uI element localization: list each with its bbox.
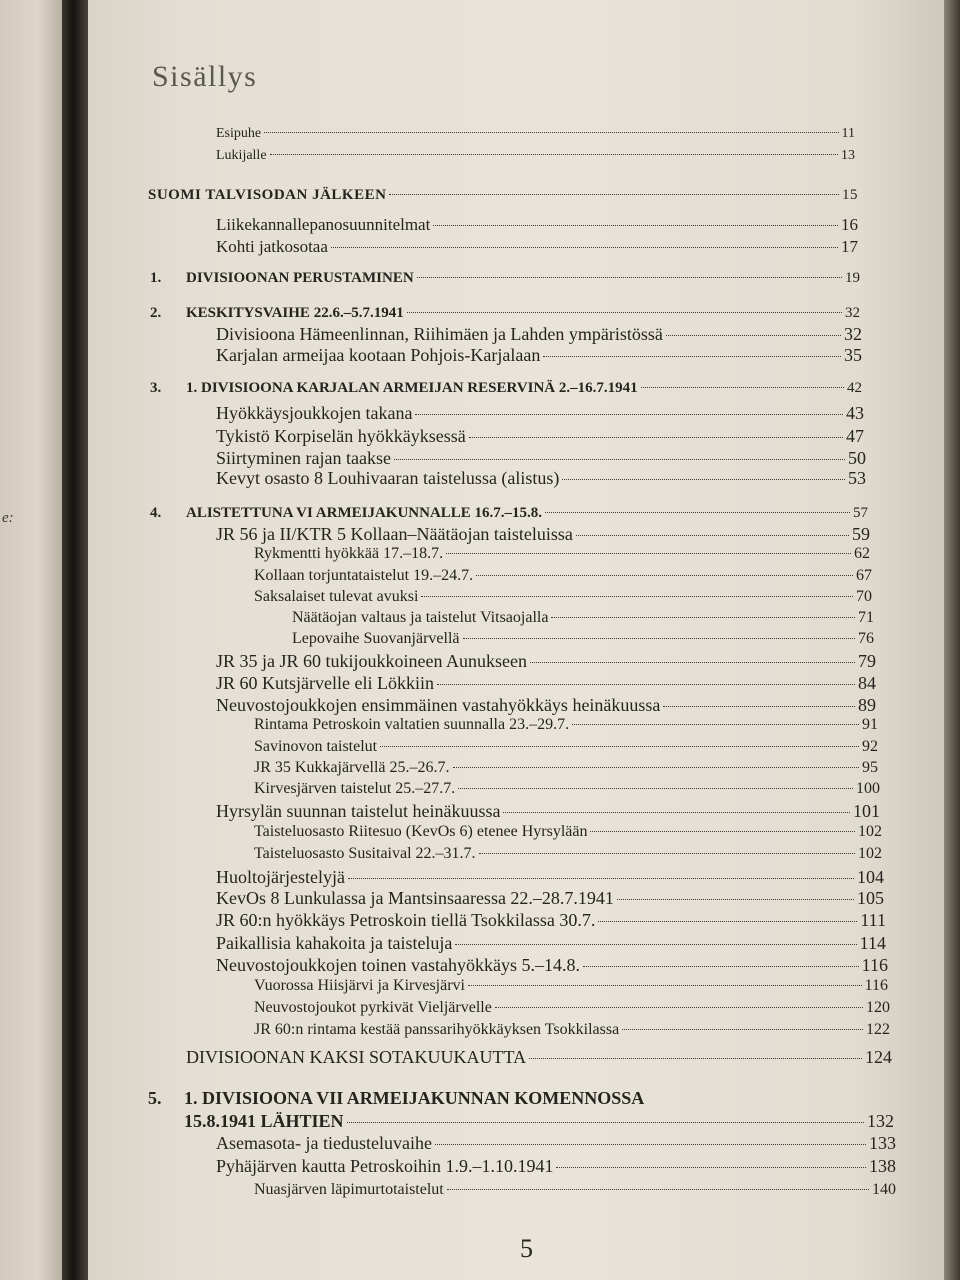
toc-entry-page: 70	[856, 588, 872, 605]
toc-entry-title: Rykmentti hyökkää 17.–18.7.	[254, 545, 444, 562]
toc-entry-page: 71	[858, 609, 874, 626]
toc-entry	[216, 695, 876, 716]
toc-entry	[254, 716, 878, 734]
dot-leader	[590, 831, 855, 832]
toc-entry-page: 95	[862, 759, 878, 776]
toc-entry-page: 84	[858, 673, 876, 693]
dot-leader	[394, 459, 845, 460]
dot-leader	[598, 921, 857, 922]
toc-entry-title: KESKITYSVAIHE 22.6.–5.7.1941	[186, 305, 404, 321]
toc-entry	[216, 1156, 896, 1177]
dot-leader	[407, 312, 842, 313]
dot-leader	[415, 414, 843, 415]
toc-entry-page: 114	[859, 933, 886, 953]
toc-entry-title: Divisioona Hämeenlinnan, Riihimäen ja Lahden ympäristössä	[216, 324, 663, 344]
dot-leader	[495, 1007, 863, 1008]
dot-leader	[622, 1029, 863, 1030]
toc-entry-number: 3.	[150, 380, 162, 396]
toc-entry-title: Esipuhe	[216, 126, 262, 141]
toc-entry-title: Karjalan armeijaa kootaan Pohjois-Karjalaan	[216, 345, 541, 365]
toc-entry	[148, 187, 858, 204]
toc-entry-page: 101	[853, 801, 880, 821]
dot-leader	[556, 1167, 866, 1168]
toc-entry-page: 100	[856, 780, 880, 797]
toc-entry-page: 122	[866, 1021, 890, 1038]
toc-entry-title: Taisteluosasto Susitaival 22.–31.7.	[254, 845, 476, 862]
toc-entry	[254, 738, 878, 756]
book-gutter	[62, 0, 88, 1280]
dot-leader	[583, 966, 859, 967]
toc-entry	[216, 955, 888, 976]
toc-entry-title: SUOMI TALVISODAN JÄLKEEN	[148, 187, 387, 203]
toc-entry-number: 5.	[148, 1088, 162, 1108]
toc-entry-title: Saksalaiset tulevat avuksi	[254, 588, 419, 605]
toc-entry-page: 102	[858, 823, 882, 840]
toc-entry-title: Kirvesjärven taistelut 25.–27.7.	[254, 780, 456, 797]
toc-entry-title: Kollaan torjuntataistelut 19.–24.7.	[254, 567, 474, 584]
toc-entry	[292, 630, 874, 648]
toc-entry	[254, 759, 878, 777]
toc-entry-page: 62	[854, 545, 870, 562]
facing-page-text: e:	[2, 510, 14, 526]
toc-entry-page: 59	[852, 524, 870, 544]
toc-entry	[254, 545, 870, 563]
dot-leader	[417, 277, 842, 278]
dot-leader	[348, 878, 854, 879]
dot-leader	[421, 596, 853, 597]
dot-leader	[572, 724, 859, 725]
toc-entry-page: 138	[869, 1156, 896, 1176]
toc-entry-page: 32	[845, 305, 860, 321]
toc-entry-page: 13	[841, 148, 855, 163]
dot-leader	[469, 437, 843, 438]
toc-entry-page: 17	[841, 237, 858, 256]
toc-entry-title: DIVISIOONAN PERUSTAMINEN	[186, 270, 414, 286]
dot-leader	[468, 985, 862, 986]
toc-entry-title: Huoltojärjestelyjä	[216, 867, 345, 887]
toc-entry-page: 47	[846, 426, 864, 446]
toc-entry-page: 116	[861, 955, 888, 975]
toc-entry-title: Kohti jatkosotaa	[216, 237, 328, 256]
toc-entry-page: 140	[872, 1181, 896, 1198]
page-edge	[944, 0, 960, 1280]
toc-entry	[184, 1111, 894, 1132]
toc-entry	[216, 933, 886, 954]
toc-entry-title: Taisteluosasto Riitesuo (KevOs 6) etenee Hyrsylään	[254, 823, 588, 840]
toc-entry-page: 16	[841, 215, 858, 234]
toc-entry	[216, 867, 884, 888]
toc-entry-page: 11	[841, 126, 855, 141]
toc-entry-page: 92	[862, 738, 878, 755]
toc-entry-title: Asemasota- ja tiedusteluvaihe	[216, 1133, 432, 1153]
dot-leader	[264, 132, 838, 133]
toc-entry-title: Pyhäjärven kautta Petroskoihin 1.9.–1.10.1941	[216, 1156, 554, 1176]
toc-entry-page: 120	[866, 999, 890, 1016]
toc-entry-title: Hyökkäysjoukkojen takana	[216, 403, 413, 423]
toc-entry-number: 4.	[150, 505, 162, 521]
dot-leader	[503, 812, 850, 813]
toc-entry-number: 2.	[150, 305, 162, 321]
toc-entry-title: DIVISIOONAN KAKSI SOTAKUUKAUTTA	[186, 1047, 527, 1067]
toc-entry	[150, 270, 860, 287]
toc-entry	[216, 403, 864, 424]
dot-leader	[530, 662, 855, 663]
toc-entry-page: 111	[860, 910, 886, 930]
dot-leader	[270, 154, 838, 155]
toc-entry	[216, 910, 886, 931]
toc-entry-title: JR 60:n hyökkäys Petroskoin tiellä Tsokkilassa 30.7.	[216, 910, 596, 930]
dot-leader	[479, 853, 855, 854]
toc-entry	[150, 505, 868, 522]
toc-entry-page: 102	[858, 845, 882, 862]
dot-leader	[435, 1144, 866, 1145]
toc-entry-title: JR 35 Kukkajärvellä 25.–26.7.	[254, 759, 450, 776]
toc-entry	[216, 324, 862, 345]
toc-entry	[254, 1021, 890, 1039]
toc-entry	[254, 999, 890, 1017]
toc-entry-page: 89	[858, 695, 876, 715]
toc-entry	[186, 1047, 892, 1068]
toc-entry-page: 105	[857, 888, 884, 908]
toc-entry-page: 133	[869, 1133, 896, 1153]
toc-entry-page: 57	[853, 505, 868, 521]
toc-entry	[216, 651, 876, 672]
toc-entry-title: Lepovaihe Suovanjärvellä	[292, 630, 460, 647]
toc-entry-title: Hyrsylän suunnan taistelut heinäkuussa	[216, 801, 501, 821]
dot-leader	[666, 335, 841, 336]
toc-entry-page: 35	[844, 345, 862, 365]
toc-entry-title: 1. DIVISIOONA VII ARMEIJAKUNNAN KOMENNOSSA	[184, 1088, 645, 1108]
toc-entry-page: 53	[848, 468, 866, 488]
facing-page	[0, 0, 62, 1280]
toc-entry-title: 15.8.1941 LÄHTIEN	[184, 1111, 344, 1131]
toc-entry	[254, 977, 888, 995]
toc-entry-title: Kevyt osasto 8 Louhivaaran taistelussa (alistus)	[216, 468, 560, 488]
toc-entry	[216, 237, 858, 257]
toc-entry	[216, 1133, 896, 1154]
toc-entry-title: JR 60 Kutsjärvelle eli Lökkiin	[216, 673, 434, 693]
toc-entry-page: 19	[845, 270, 860, 286]
dot-leader	[347, 1122, 864, 1123]
toc-entry-title: KevOs 8 Lunkulassa ja Mantsinsaaressa 22.–28.7.1941	[216, 888, 614, 908]
dot-leader	[380, 746, 859, 747]
toc-entry-title: Lukijalle	[216, 148, 267, 163]
toc-entry-page: 15	[842, 187, 858, 203]
toc-entry-title: Savinovon taistelut	[254, 738, 378, 755]
dot-leader	[551, 617, 855, 618]
toc-entry-number: 1.	[150, 270, 162, 286]
toc-entry-title: Nuasjärven läpimurtotaistelut	[254, 1181, 444, 1198]
toc-entry	[216, 126, 855, 142]
toc-entry-page: 91	[862, 716, 878, 733]
toc-entry	[254, 780, 880, 798]
dot-leader	[641, 387, 844, 388]
dot-leader	[447, 1189, 869, 1190]
toc-entry	[216, 888, 884, 909]
toc-entry-title: JR 60:n rintama kestää panssarihyökkäyksen Tsokkilassa	[254, 1021, 620, 1038]
toc-entry-page: 79	[858, 651, 876, 671]
dot-leader	[529, 1058, 862, 1059]
toc-entry-page: 67	[856, 567, 872, 584]
toc-entry-title: Neuvostojoukkojen ensimmäinen vastahyökkäys heinäkuussa	[216, 695, 661, 715]
toc-entry	[216, 448, 866, 469]
toc-entry	[254, 823, 882, 841]
toc-entry-page: 124	[865, 1047, 892, 1067]
toc-entry	[148, 1088, 892, 1109]
toc-entry-title: Liikekannallepanosuunnitelmat	[216, 215, 431, 234]
dot-leader	[437, 684, 855, 685]
toc-entry-page: 104	[857, 867, 884, 887]
dot-leader	[463, 638, 856, 639]
toc-entry-title: Tykistö Korpiselän hyökkäyksessä	[216, 426, 466, 446]
dot-leader	[458, 788, 853, 789]
dot-leader	[389, 194, 839, 195]
dot-leader	[663, 706, 855, 707]
toc-entry-page: 76	[858, 630, 874, 647]
toc-entry-title: Näätäojan valtaus ja taistelut Vitsaojalla	[292, 609, 549, 626]
dot-leader	[433, 225, 838, 226]
toc-entry	[216, 673, 876, 694]
toc-entry	[150, 380, 862, 397]
toc-entry	[254, 567, 872, 585]
toc-entry-page: 132	[867, 1111, 894, 1131]
toc-entry	[254, 1181, 896, 1199]
dot-leader	[476, 575, 853, 576]
toc-entry	[254, 845, 882, 863]
toc-entry-title: ALISTETTUNA VI ARMEIJAKUNNALLE 16.7.–15.8.	[186, 505, 543, 521]
page-title: Sisällys	[152, 60, 258, 94]
toc-entry	[150, 305, 860, 322]
toc-entry-title: Rintama Petroskoin valtatien suunnalla 23.–29.7.	[254, 716, 570, 733]
toc-entry-page: 116	[864, 977, 888, 994]
toc-entry	[216, 468, 866, 489]
toc-entry-page: 43	[846, 403, 864, 423]
toc-entry-title: Neuvostojoukkojen toinen vastahyökkäys 5.–14.8.	[216, 955, 580, 975]
toc-entry-title: Paikallisia kahakoita ja taisteluja	[216, 933, 453, 953]
dot-leader	[331, 247, 838, 248]
dot-leader	[576, 535, 849, 536]
page-number: 5	[520, 1234, 533, 1263]
toc-entry	[216, 524, 870, 545]
dot-leader	[453, 767, 859, 768]
toc-entry-title: 1. DIVISIOONA KARJALAN ARMEIJAN RESERVINÄ 2.–16.7.1941	[186, 380, 638, 396]
toc-entry	[216, 426, 864, 447]
toc-entry-title: Vuorossa Hiisjärvi ja Kirvesjärvi	[254, 977, 465, 994]
toc-entry-page: 32	[844, 324, 862, 344]
dot-leader	[562, 479, 845, 480]
dot-leader	[543, 356, 841, 357]
toc-entry	[216, 148, 855, 164]
toc-entry-page: 50	[848, 448, 866, 468]
toc-entry	[216, 801, 880, 822]
toc-entry	[216, 215, 858, 235]
toc-entry	[254, 588, 872, 606]
toc-entry-page: 42	[847, 380, 862, 396]
toc-entry	[216, 345, 862, 366]
toc-entry-title: Siirtyminen rajan taakse	[216, 448, 391, 468]
toc-entry-title: JR 56 ja II/KTR 5 Kollaan–Näätäojan taisteluissa	[216, 524, 573, 544]
dot-leader	[545, 512, 850, 513]
dot-leader	[455, 944, 856, 945]
dot-leader	[446, 553, 851, 554]
dot-leader	[617, 899, 854, 900]
toc-entry-title: JR 35 ja JR 60 tukijoukkoineen Aunukseen	[216, 651, 527, 671]
toc-entry-title: Neuvostojoukot pyrkivät Vieljärvelle	[254, 999, 492, 1016]
toc-entry	[292, 609, 874, 627]
